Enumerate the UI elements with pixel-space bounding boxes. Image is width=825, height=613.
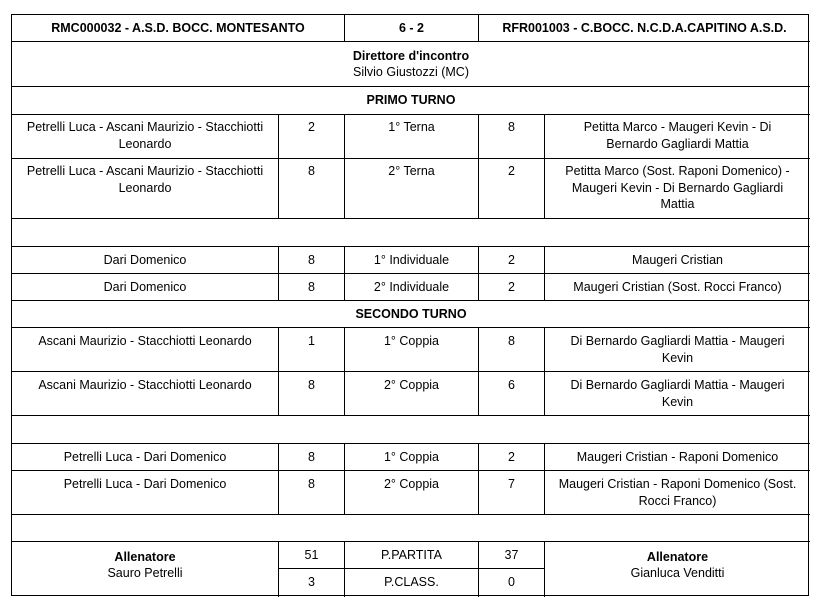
- home-players: Dari Domenico: [103, 253, 187, 267]
- home-score: 8: [308, 253, 315, 267]
- partita-away-cell: [479, 542, 545, 569]
- away-coach-cell: [545, 542, 810, 597]
- match-row-label: [345, 328, 479, 372]
- match-row-away: [545, 328, 810, 372]
- home-score: 8: [308, 477, 315, 491]
- match-row-home-score: [279, 471, 345, 515]
- game-label: 2° Coppia: [383, 477, 440, 491]
- partita-label: P.PARTITA: [381, 548, 442, 562]
- match-row-home: [12, 247, 279, 274]
- spacer-row: [12, 515, 810, 542]
- partita-label-cell: [345, 542, 479, 569]
- match-row-home: [12, 115, 279, 159]
- score-cell: [345, 15, 479, 42]
- match-row-away-score: [479, 115, 545, 159]
- match-row-home-score: [279, 159, 345, 219]
- match-row-label: [345, 115, 479, 159]
- match-row-home-score: [279, 115, 345, 159]
- home-team-cell: [12, 15, 345, 42]
- home-score: 2: [308, 120, 315, 134]
- away-team-cell: [479, 15, 810, 42]
- match-row-home-score: [279, 372, 345, 416]
- match-row-away-score: [479, 372, 545, 416]
- match-row-away: [545, 115, 810, 159]
- home-coach-title: Allenatore: [114, 550, 176, 564]
- match-row-away-score: [479, 471, 545, 515]
- match-row-home: [12, 372, 279, 416]
- away-coach-name: Gianluca Venditti: [630, 566, 725, 580]
- home-score: 8: [308, 164, 315, 178]
- away-players: Di Bernardo Gagliardi Mattia - Maugeri Kevin: [570, 378, 785, 409]
- match-row-home-score: [279, 328, 345, 372]
- match-row-home-score: [279, 247, 345, 274]
- game-label: 2° Terna: [388, 164, 435, 178]
- away-players: Maugeri Cristian - Raponi Domenico (Sost. Rocci Franco): [558, 477, 797, 508]
- match-row-away: [545, 274, 810, 301]
- away-score: 7: [508, 477, 515, 491]
- home-players: Petrelli Luca - Dari Domenico: [63, 450, 227, 464]
- match-row-away: [545, 471, 810, 515]
- away-team: RFR001003 - C.BOCC. N.C.D.A.CAPITINO A.S.D.: [502, 21, 787, 35]
- spacer-row: [12, 416, 810, 444]
- partita-away: 37: [504, 548, 519, 562]
- second-round-header: [12, 301, 810, 328]
- class-home-cell: [279, 569, 345, 597]
- away-score: 8: [508, 334, 515, 348]
- game-label: 1° Terna: [388, 120, 435, 134]
- home-players: Dari Domenico: [103, 280, 187, 294]
- away-score: 2: [508, 450, 515, 464]
- match-row-label: [345, 372, 479, 416]
- match-row-label: [345, 471, 479, 515]
- first-round-header: [12, 87, 810, 115]
- match-row-away-score: [479, 444, 545, 471]
- match-row-away-score: [479, 274, 545, 301]
- director-title: Direttore d'incontro: [352, 49, 470, 63]
- home-coach-cell: [12, 542, 279, 597]
- away-score: 2: [508, 164, 515, 178]
- game-label: 2° Individuale: [373, 280, 450, 294]
- match-row-label: [345, 247, 479, 274]
- home-coach-name: Sauro Petrelli: [107, 566, 183, 580]
- first-round-title: PRIMO TURNO: [366, 93, 456, 107]
- home-players: Petrelli Luca - Dari Domenico: [63, 477, 227, 491]
- away-score: 2: [508, 253, 515, 267]
- match-row-away-score: [479, 159, 545, 219]
- game-label: 1° Coppia: [383, 334, 440, 348]
- class-home: 3: [308, 575, 315, 589]
- game-label: 1° Individuale: [373, 253, 450, 267]
- match-row-away: [545, 159, 810, 219]
- home-players: Petrelli Luca - Ascani Maurizio - Stacchiotti Leonardo: [26, 120, 264, 151]
- away-players: Di Bernardo Gagliardi Mattia - Maugeri Kevin: [570, 334, 785, 365]
- match-row-home: [12, 159, 279, 219]
- match-row-away: [545, 247, 810, 274]
- away-score: 8: [508, 120, 515, 134]
- away-score: 6: [508, 378, 515, 392]
- match-row-home-score: [279, 444, 345, 471]
- home-team: RMC000032 - A.S.D. BOCC. MONTESANTO: [51, 21, 305, 35]
- match-row-away-score: [479, 247, 545, 274]
- game-label: 1° Coppia: [383, 450, 440, 464]
- away-players: Maugeri Cristian - Raponi Domenico: [576, 450, 779, 464]
- match-row-label: [345, 274, 479, 301]
- match-row-home: [12, 328, 279, 372]
- match-row-away: [545, 372, 810, 416]
- match-row-label: [345, 159, 479, 219]
- match-row-away-score: [479, 328, 545, 372]
- match-row-home: [12, 444, 279, 471]
- home-score: 1: [308, 334, 315, 348]
- match-row-home: [12, 471, 279, 515]
- home-score: 8: [308, 378, 315, 392]
- director-name: Silvio Giustozzi (MC): [353, 65, 469, 79]
- class-away-cell: [479, 569, 545, 597]
- home-score: 8: [308, 450, 315, 464]
- match-report-table: [11, 14, 809, 596]
- match-row-away: [545, 444, 810, 471]
- home-score: 8: [308, 280, 315, 294]
- director-cell: [12, 42, 810, 87]
- away-players: Petitta Marco - Maugeri Kevin - Di Bernardo Gagliardi Mattia: [583, 120, 772, 151]
- class-label: P.CLASS.: [384, 575, 439, 589]
- away-coach-title: Allenatore: [646, 550, 709, 564]
- game-label: 2° Coppia: [383, 378, 440, 392]
- partita-home: 51: [304, 548, 319, 562]
- away-score: 2: [508, 280, 515, 294]
- match-score: 6 - 2: [398, 21, 424, 35]
- class-label-cell: [345, 569, 479, 597]
- partita-home-cell: [279, 542, 345, 569]
- spacer-row: [12, 219, 810, 247]
- match-row-home-score: [279, 274, 345, 301]
- away-players: Maugeri Cristian (Sost. Rocci Franco): [573, 280, 782, 294]
- match-row-label: [345, 444, 479, 471]
- class-away: 0: [508, 575, 515, 589]
- away-players: Petitta Marco (Sost. Raponi Domenico) - Maugeri Kevin - Di Bernardo Gagliardi Mattia: [565, 164, 790, 211]
- away-players: Maugeri Cristian: [631, 253, 723, 267]
- match-row-home: [12, 274, 279, 301]
- home-players: Ascani Maurizio - Stacchiotti Leonardo: [38, 334, 252, 348]
- home-players: Ascani Maurizio - Stacchiotti Leonardo: [38, 378, 252, 392]
- second-round-title: SECONDO TURNO: [355, 307, 467, 321]
- home-players: Petrelli Luca - Ascani Maurizio - Stacchiotti Leonardo: [26, 164, 264, 195]
